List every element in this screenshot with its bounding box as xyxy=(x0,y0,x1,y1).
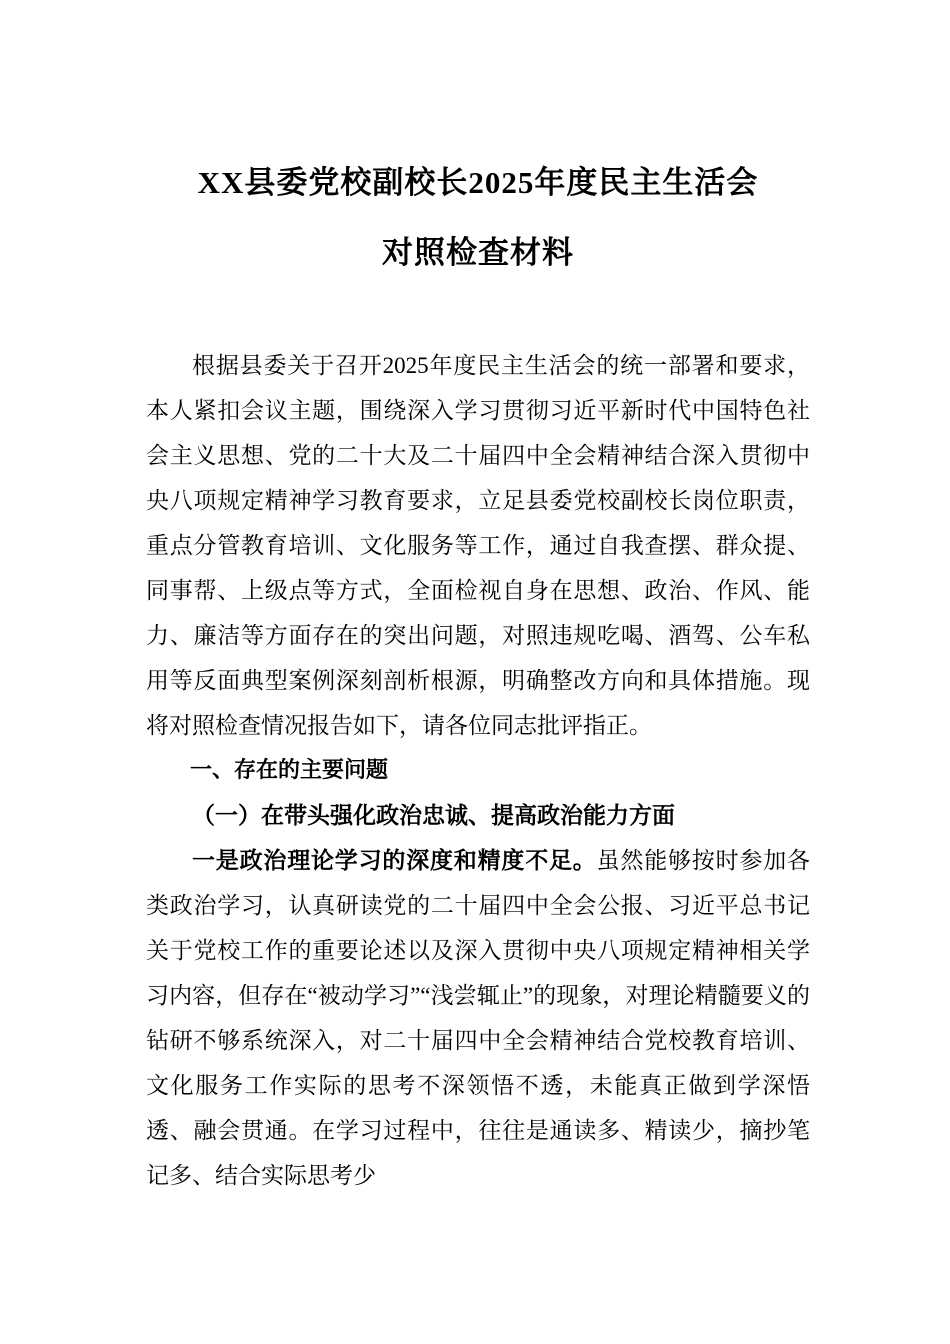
document-title xyxy=(146,148,810,288)
item-1-paragraph xyxy=(146,838,810,1198)
item-1-body-text: 虽然能够按时参加各类政治学习，认真研读党的二十届四中全会公报、习近平总书记关于党校工作的重要论述以及深入贯彻中央八项规定精神相关学习内容，但存在“被动学习”“浅尝辄止”的现象，对理论精髓要义的钻研不够系统深入，对二十届四中全会精神结合党校教育培训、文化服务工作实际的思考不深领悟不透，未能真正做到学深悟透、融会贯通。在学习过程中，往往是通读多、精读少，摘抄笔记多、结合实际思考少 xyxy=(146,848,811,1188)
document-body xyxy=(146,343,810,1198)
intro-paragraph: 根据县委关于召开2025年度民主生活会的统一部署和要求，本人紧扣会议主题，围绕深入学习贯彻习近平新时代中国特色社会主义思想、党的二十大及二十届四中全会精神结合深入贯彻中央八项规定精神学习教育要求，立足县委党校副校长岗位职责，重点分管教育培训、文化服务等工作，通过自我查摆、群众提、同事帮、上级点等方式，全面检视自身在思想、政治、作风、能力、廉洁等方面存在的突出问题，对照违规吃喝、酒驾、公车私用等反面典型案例深刻剖析根源，明确整改方向和具体措施。现将对照检查情况报告如下，请各位同志批评指正。 xyxy=(146,353,810,738)
document-title-line1: XX县委党校副校长2025年度民主生活会 xyxy=(197,165,759,200)
item-1-lead-sentence: 一是政治理论学习的深度和精度不足。 xyxy=(192,848,597,873)
document-title-line2: 对照检查材料 xyxy=(382,235,574,270)
section-1-heading: 一、存在的主要问题 xyxy=(190,758,389,783)
section-1-subheading: （一）在带头强化政治忠诚、提高政治能力方面 xyxy=(192,803,675,828)
